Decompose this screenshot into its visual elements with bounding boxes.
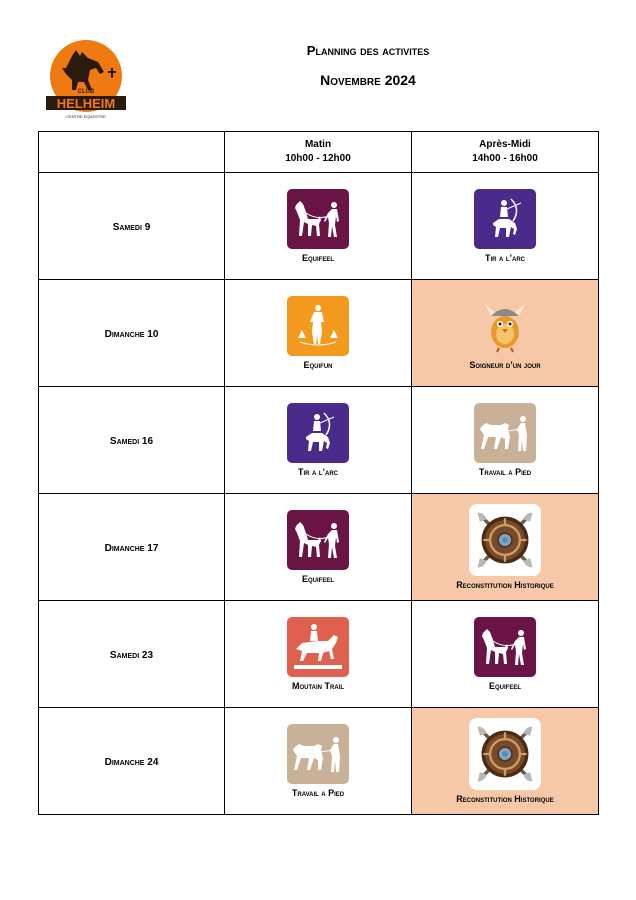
viking-shield-icon <box>469 504 541 576</box>
afternoon-time: 14h00 - 16h00 <box>472 153 538 164</box>
archery-icon <box>287 403 349 463</box>
logo-name: HELHEIM <box>56 96 116 111</box>
mountain-trail-icon <box>287 617 349 677</box>
activity-label: Reconstitution Historique <box>456 580 554 590</box>
day-cell <box>39 173 225 280</box>
equifeel-icon <box>474 617 536 677</box>
activity-label: Reconstitution Historique <box>456 794 554 804</box>
planning-table <box>38 131 599 815</box>
activity-label: Moutain Trail <box>291 681 345 691</box>
table-row <box>39 173 599 280</box>
table-row <box>39 387 599 494</box>
day-cell <box>39 494 225 601</box>
day-cell <box>39 601 225 708</box>
header-cell-afternoon <box>412 132 599 173</box>
activity-cell <box>412 387 599 494</box>
activity-label: Equifeel <box>301 253 334 263</box>
groundwork-icon <box>474 403 536 463</box>
morning-label: Matin <box>304 139 332 150</box>
afternoon-label: Après-Midi <box>479 139 531 150</box>
day-label: Dimanche 10 <box>104 329 159 340</box>
activity-cell <box>225 173 412 280</box>
day-label: Dimanche 17 <box>104 543 159 554</box>
table-row <box>39 601 599 708</box>
activity-label: Soigneur d’un jour <box>469 360 541 370</box>
logo-subtitle: CENTRE EQUESTRE <box>66 114 106 119</box>
day-label: Samedi 9 <box>112 222 151 233</box>
day-label: Dimanche 24 <box>104 757 159 768</box>
equifeel-icon <box>287 189 349 249</box>
day-label: Samedi 23 <box>109 650 154 661</box>
equifun-icon <box>287 296 349 356</box>
page-title: Planning des activites <box>306 43 430 58</box>
viking-shield-icon <box>469 718 541 790</box>
viking-chick-icon <box>474 296 536 356</box>
activity-cell-highlight <box>412 494 599 601</box>
table-row <box>39 494 599 601</box>
activity-label: Travail a Pied <box>478 467 532 477</box>
day-cell <box>39 387 225 494</box>
day-cell <box>39 280 225 387</box>
activity-label: Tir a l’arc <box>485 253 525 263</box>
club-logo <box>36 38 134 124</box>
activity-label: Equifun <box>303 360 333 370</box>
table-row <box>39 280 599 387</box>
groundwork-icon <box>287 724 349 784</box>
activity-cell <box>225 280 412 387</box>
equifeel-icon <box>287 510 349 570</box>
activity-cell-highlight <box>412 708 599 815</box>
header-cell-morning <box>225 132 412 173</box>
logo-top-text: CLUB <box>77 89 95 95</box>
activity-cell <box>225 601 412 708</box>
day-label: Samedi 16 <box>109 436 154 447</box>
table-header-row <box>39 132 599 173</box>
activity-label: Travail a Pied <box>291 788 345 798</box>
activity-label: Equifeel <box>301 574 334 584</box>
header-cell-empty <box>39 132 225 173</box>
activity-label: Equifeel <box>488 681 521 691</box>
activity-cell <box>412 173 599 280</box>
title-block <box>230 40 506 88</box>
archery-icon <box>474 189 536 249</box>
day-cell <box>39 708 225 815</box>
activity-cell <box>412 601 599 708</box>
activity-cell <box>225 494 412 601</box>
activity-cell <box>225 387 412 494</box>
activity-cell-highlight <box>412 280 599 387</box>
activity-label: Tir a l’arc <box>298 467 338 477</box>
table-row <box>39 708 599 815</box>
page-month: Novembre 2024 <box>320 72 416 88</box>
morning-time: 10h00 - 12h00 <box>285 153 351 164</box>
activity-cell <box>225 708 412 815</box>
